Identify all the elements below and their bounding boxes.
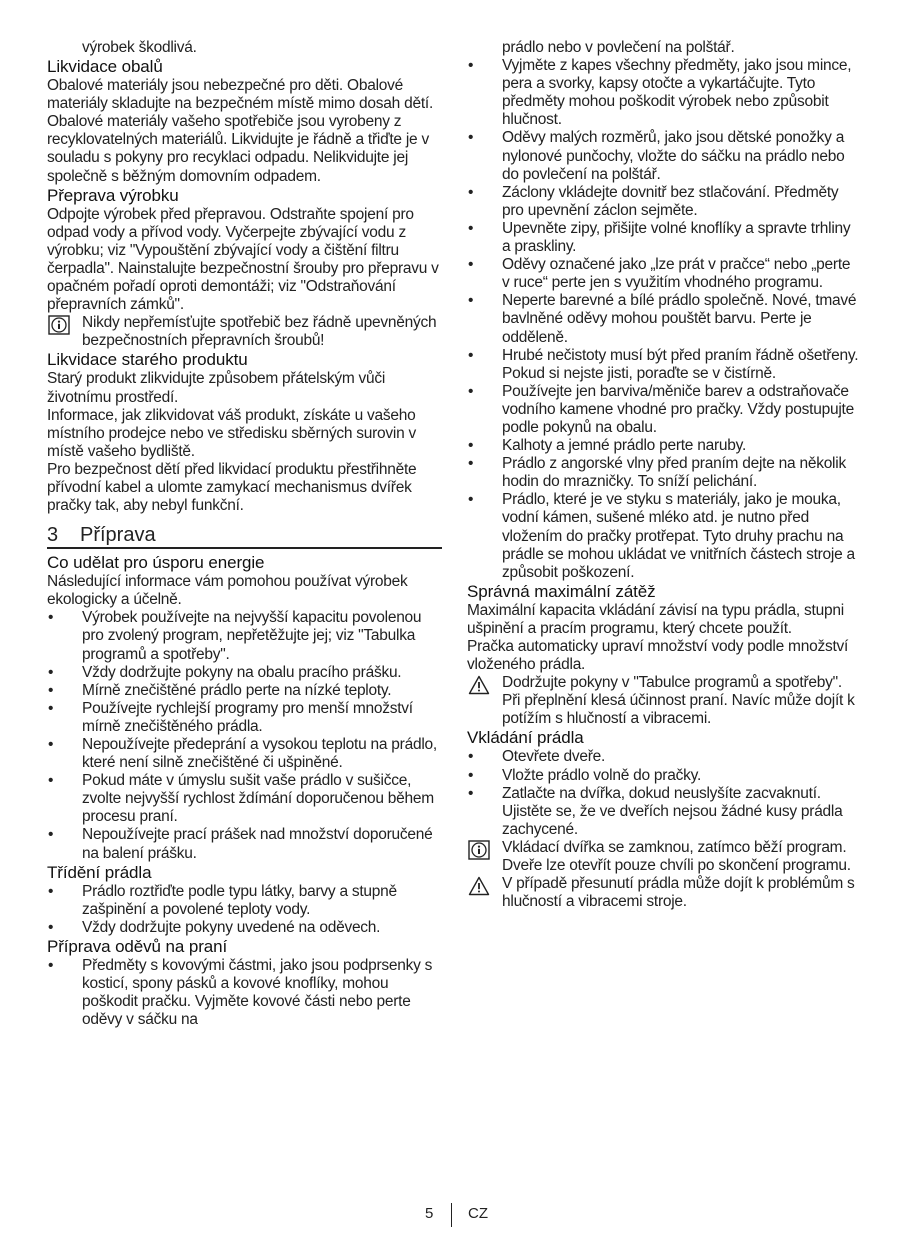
warning-icon bbox=[468, 876, 490, 896]
list-item: • Předměty s kovovými částmi, jako jsou podprsenky s kosticí, spony pásků a kovové knoflíky, mohou poškodit pračku. Vyjměte kovové části nebo perte oděvy v sáčku na bbox=[47, 957, 442, 1029]
paragraph: Starý produkt zlikvidujte způsobem přátelským vůči životnímu prostředí. bbox=[47, 370, 386, 406]
info-note bbox=[47, 314, 442, 350]
warning-note bbox=[467, 875, 859, 911]
note-text: Vkládací dvířka se zamknou, zatímco běží program. Dveře lze otevřít pouze chvíli po skončení programu. bbox=[502, 838, 851, 875]
list-item: • Vždy dodržujte pokyny uvedené na oděvech. bbox=[47, 919, 442, 937]
paragraph: Maximální kapacita vkládání závisí na typu prádla, stupni ušpinění a pracím programu, který chcete použít. bbox=[467, 601, 844, 637]
list-item: • Nepoužívejte prací prášek nad množství doporučené na balení prášku. bbox=[47, 826, 442, 862]
info-note bbox=[467, 839, 859, 875]
paragraph: Pro bezpečnost dětí před likvidací produktu přestřihněte přívodní kabel a ulomte zamykací mechanismus dvířek pračky tak, aby nebyl funkční. bbox=[47, 460, 417, 515]
chapter-heading bbox=[47, 523, 442, 549]
right-column bbox=[467, 39, 859, 911]
footer-divider bbox=[451, 1203, 452, 1227]
note-text: V případě přesunutí prádla může dojít k problémům s hlučností a vibracemi stroje. bbox=[502, 875, 855, 911]
list-item: • Používejte jen barviva/měniče barev a odstraňovače vodního kamene vhodné pro pračky. Vždy postupujte podle pokynů na obalu. bbox=[467, 383, 859, 437]
section-title-packaging-disposal: Likvidace obalů bbox=[47, 57, 163, 77]
list-item: • Záclony vkládejte dovnitř bez stlačování. Předměty pro upevnění záclon sejměte. bbox=[467, 184, 859, 220]
list-item: • Prádlo roztřiďte podle typu látky, barvy a stupně zašpinění a povolené teploty vody. bbox=[47, 883, 442, 919]
list-item: • Nepoužívejte předeprání a vysokou teplotu na prádlo, které není silně znečištěné či ušpiněné. bbox=[47, 736, 442, 772]
list-item: • Neperte barevné a bílé prádlo společně. Nové, tmavé bavlněné oděvy mohou pouštět barvu. Perte je odděleně. bbox=[467, 292, 859, 346]
left-column bbox=[47, 39, 442, 1029]
chapter-number: 3 bbox=[47, 524, 59, 547]
paragraph: Pračka automaticky upraví množství vody podle množství vloženého prádla. bbox=[467, 638, 849, 674]
paragraph: Informace, jak zlikvidovat váš produkt, získáte u vašeho místního prodejce nebo ve středisku sběrných surovin v místě vašeho bydliště. bbox=[47, 406, 417, 460]
chapter-title: Příprava bbox=[80, 524, 156, 547]
section-title-transport: Přeprava výrobku bbox=[47, 185, 179, 205]
list-item: • Upevněte zipy, přišijte volné knoflíky a spravte trhliny a praskliny. bbox=[467, 220, 859, 256]
section-title-sorting: Třídění prádla bbox=[47, 862, 152, 882]
section-title-loading: Vkládání prádla bbox=[467, 728, 584, 748]
list-item: • Výrobek používejte na nejvyšší kapacitu povolenou pro zvolený program, nepřetěžujte jej; viz "Tabulka programů a spotřeby". bbox=[47, 609, 442, 663]
section-title-energy-saving: Co udělat pro úsporu energie bbox=[47, 553, 265, 573]
list-item: • Používejte rychlejší programy pro menší množství mírně znečištěného prádla. bbox=[47, 700, 442, 736]
list-item: • Vyjměte z kapes všechny předměty, jako jsou mince, pera a svorky, kapsy otočte a vykartáčujte. Tyto předměty mohou poškodit výrobek nebo způsobit hlučnost. bbox=[467, 57, 859, 129]
paragraph: Odpojte výrobek před přepravou. Odstraňte spojení pro odpad vody a přívod vody. Vyčerpejte zbývající vodu z výrobku; viz "Vypouštění zbývající vody a čištění filtru čerpadla". Nainstalujte bezpečnostní šrouby pro přepravu v opačném pořadí oproti demontáži; viz "Odstraňování přepravních zámků". bbox=[47, 205, 439, 314]
warning-note bbox=[467, 674, 859, 728]
continued-text: výrobek škodlivá. bbox=[82, 39, 197, 56]
paragraph: Následující informace vám pomohou používat výrobek ekologicky a účelně. bbox=[47, 573, 408, 609]
paragraph: Obalové materiály vašeho spotřebiče jsou vyrobeny z recyklovatelných materiálů. Likvidujte je řádně a třiďte je v souladu s pokyny pro recyklaci odpadu. Nelikvidujte jej společně s běžným domovním odpadem. bbox=[47, 113, 429, 185]
note-text: Nikdy nepřemísťujte spotřebič bez řádně upevněných bezpečnostních přepravních šroubů! bbox=[82, 314, 437, 350]
page-footer bbox=[0, 1205, 904, 1227]
list-item: • Vždy dodržujte pokyny na obalu pracího prášku. bbox=[47, 664, 442, 682]
section-title-old-product: Likvidace starého produktu bbox=[47, 350, 248, 370]
warning-icon bbox=[468, 675, 490, 695]
note-text: Dodržujte pokyny v "Tabulce programů a spotřeby". Při přeplnění klesá účinnost praní. Navíc může dojít k potížím s hlučností a vibracemi. bbox=[502, 674, 855, 728]
list-item: • Prádlo, které je ve styku s materiály, jako je mouka, vodní kámen, sušené mléko atd. je nutno před vložením do pračky protřepat. Tyto druhy prachu na prádle se mohou ukládat ve vnitřních částech stroje a způsobit poškození. bbox=[467, 491, 859, 581]
list-item: • Mírně znečištěné prádlo perte na nízké teploty. bbox=[47, 682, 442, 700]
list-item: • Pokud máte v úmyslu sušit vaše prádlo v sušičce, zvolte nejvyšší rychlost ždímání doporučenou během procesu praní. bbox=[47, 772, 442, 826]
list-item: • Otevřete dveře. bbox=[467, 748, 859, 766]
list-item: • Zatlačte na dvířka, dokud neuslyšíte zacvaknutí. Ujistěte se, že ve dveřích nejsou žádné kusy prádla zachycené. bbox=[467, 785, 859, 839]
info-icon bbox=[48, 315, 70, 335]
list-item: • Oděvy malých rozměrů, jako jsou dětské ponožky a nylonové punčochy, vložte do sáčku na prádlo nebo do povlečení na polštář. bbox=[467, 129, 859, 183]
list-item: • Prádlo z angorské vlny před praním dejte na několik hodin do mrazničky. To sníží pelichání. bbox=[467, 455, 859, 491]
list-item: • Vložte prádlo volně do pračky. bbox=[467, 767, 859, 785]
section-title-max-load: Správná maximální zátěž bbox=[467, 581, 656, 601]
section-title-garment-prep: Příprava oděvů na praní bbox=[47, 936, 228, 956]
page-number: 5 bbox=[425, 1205, 434, 1222]
list-item: • Oděvy označené jako „lze prát v pračce“ nebo „perte v ruce“ perte jen s využitím vhodného programu. bbox=[467, 256, 859, 292]
paragraph: Obalové materiály jsou nebezpečné pro děti. Obalové materiály skladujte na bezpečném místě mimo dosah dětí. bbox=[47, 77, 433, 113]
continued-text: prádlo nebo v povlečení na polštář. bbox=[502, 39, 735, 56]
list-item: • Kalhoty a jemné prádlo perte naruby. bbox=[467, 437, 859, 455]
list-item: • Hrubé nečistoty musí být před praním řádně ošetřeny. Pokud si nejste jisti, poraďte se v čistírně. bbox=[467, 347, 859, 383]
language-code: CZ bbox=[468, 1205, 488, 1222]
info-icon bbox=[468, 840, 490, 860]
